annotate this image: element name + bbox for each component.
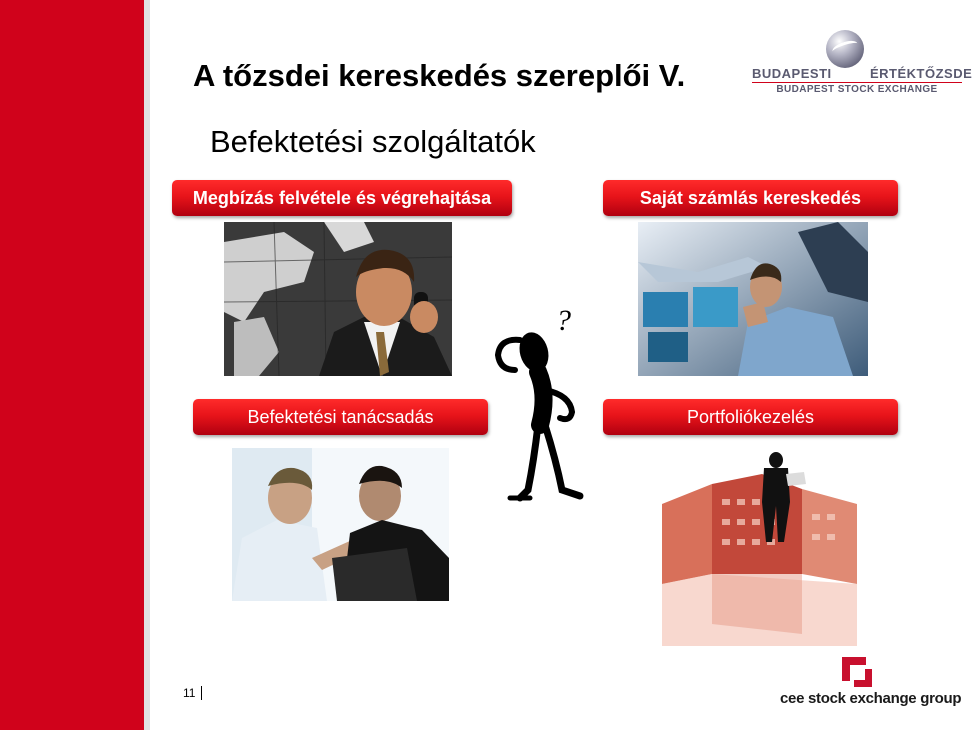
advisors-laptop-photo [232, 448, 449, 601]
budapest-stock-exchange-logo [752, 30, 972, 100]
left-red-band [0, 0, 150, 730]
slide-subtitle: Befektetési szolgáltatók [210, 124, 536, 159]
cee-logo-mark-lower [854, 669, 872, 687]
businessman-phone-photo [224, 222, 452, 376]
portfolio-management-button[interactable]: Portfoliókezelés [603, 399, 898, 435]
investment-advice-button[interactable]: Befektetési tanácsadás [193, 399, 488, 435]
order-execution-button[interactable]: Megbízás felvétele és végrehajtása [172, 180, 512, 216]
bse-logo-word2: ÉRTÉKTŐZSDE [870, 66, 972, 81]
trader-screens-photo [638, 222, 868, 376]
globe-icon [826, 30, 864, 68]
own-account-trading-button[interactable]: Saját számlás kereskedés [603, 180, 898, 216]
bse-logo-word1: BUDAPESTI [752, 66, 832, 81]
cee-stock-exchange-group-logo [780, 655, 962, 710]
cee-logo-text: cee stock exchange group [780, 690, 962, 707]
svg-text:?: ? [556, 304, 571, 337]
page-number: 11 [183, 686, 202, 700]
thinking-figure-icon [490, 300, 600, 505]
bse-logo-subline: BUDAPEST STOCK EXCHANGE [752, 82, 962, 95]
slide-title: A tőzsdei kereskedés szereplői V. [193, 58, 686, 93]
businessman-building-photo [652, 444, 870, 646]
